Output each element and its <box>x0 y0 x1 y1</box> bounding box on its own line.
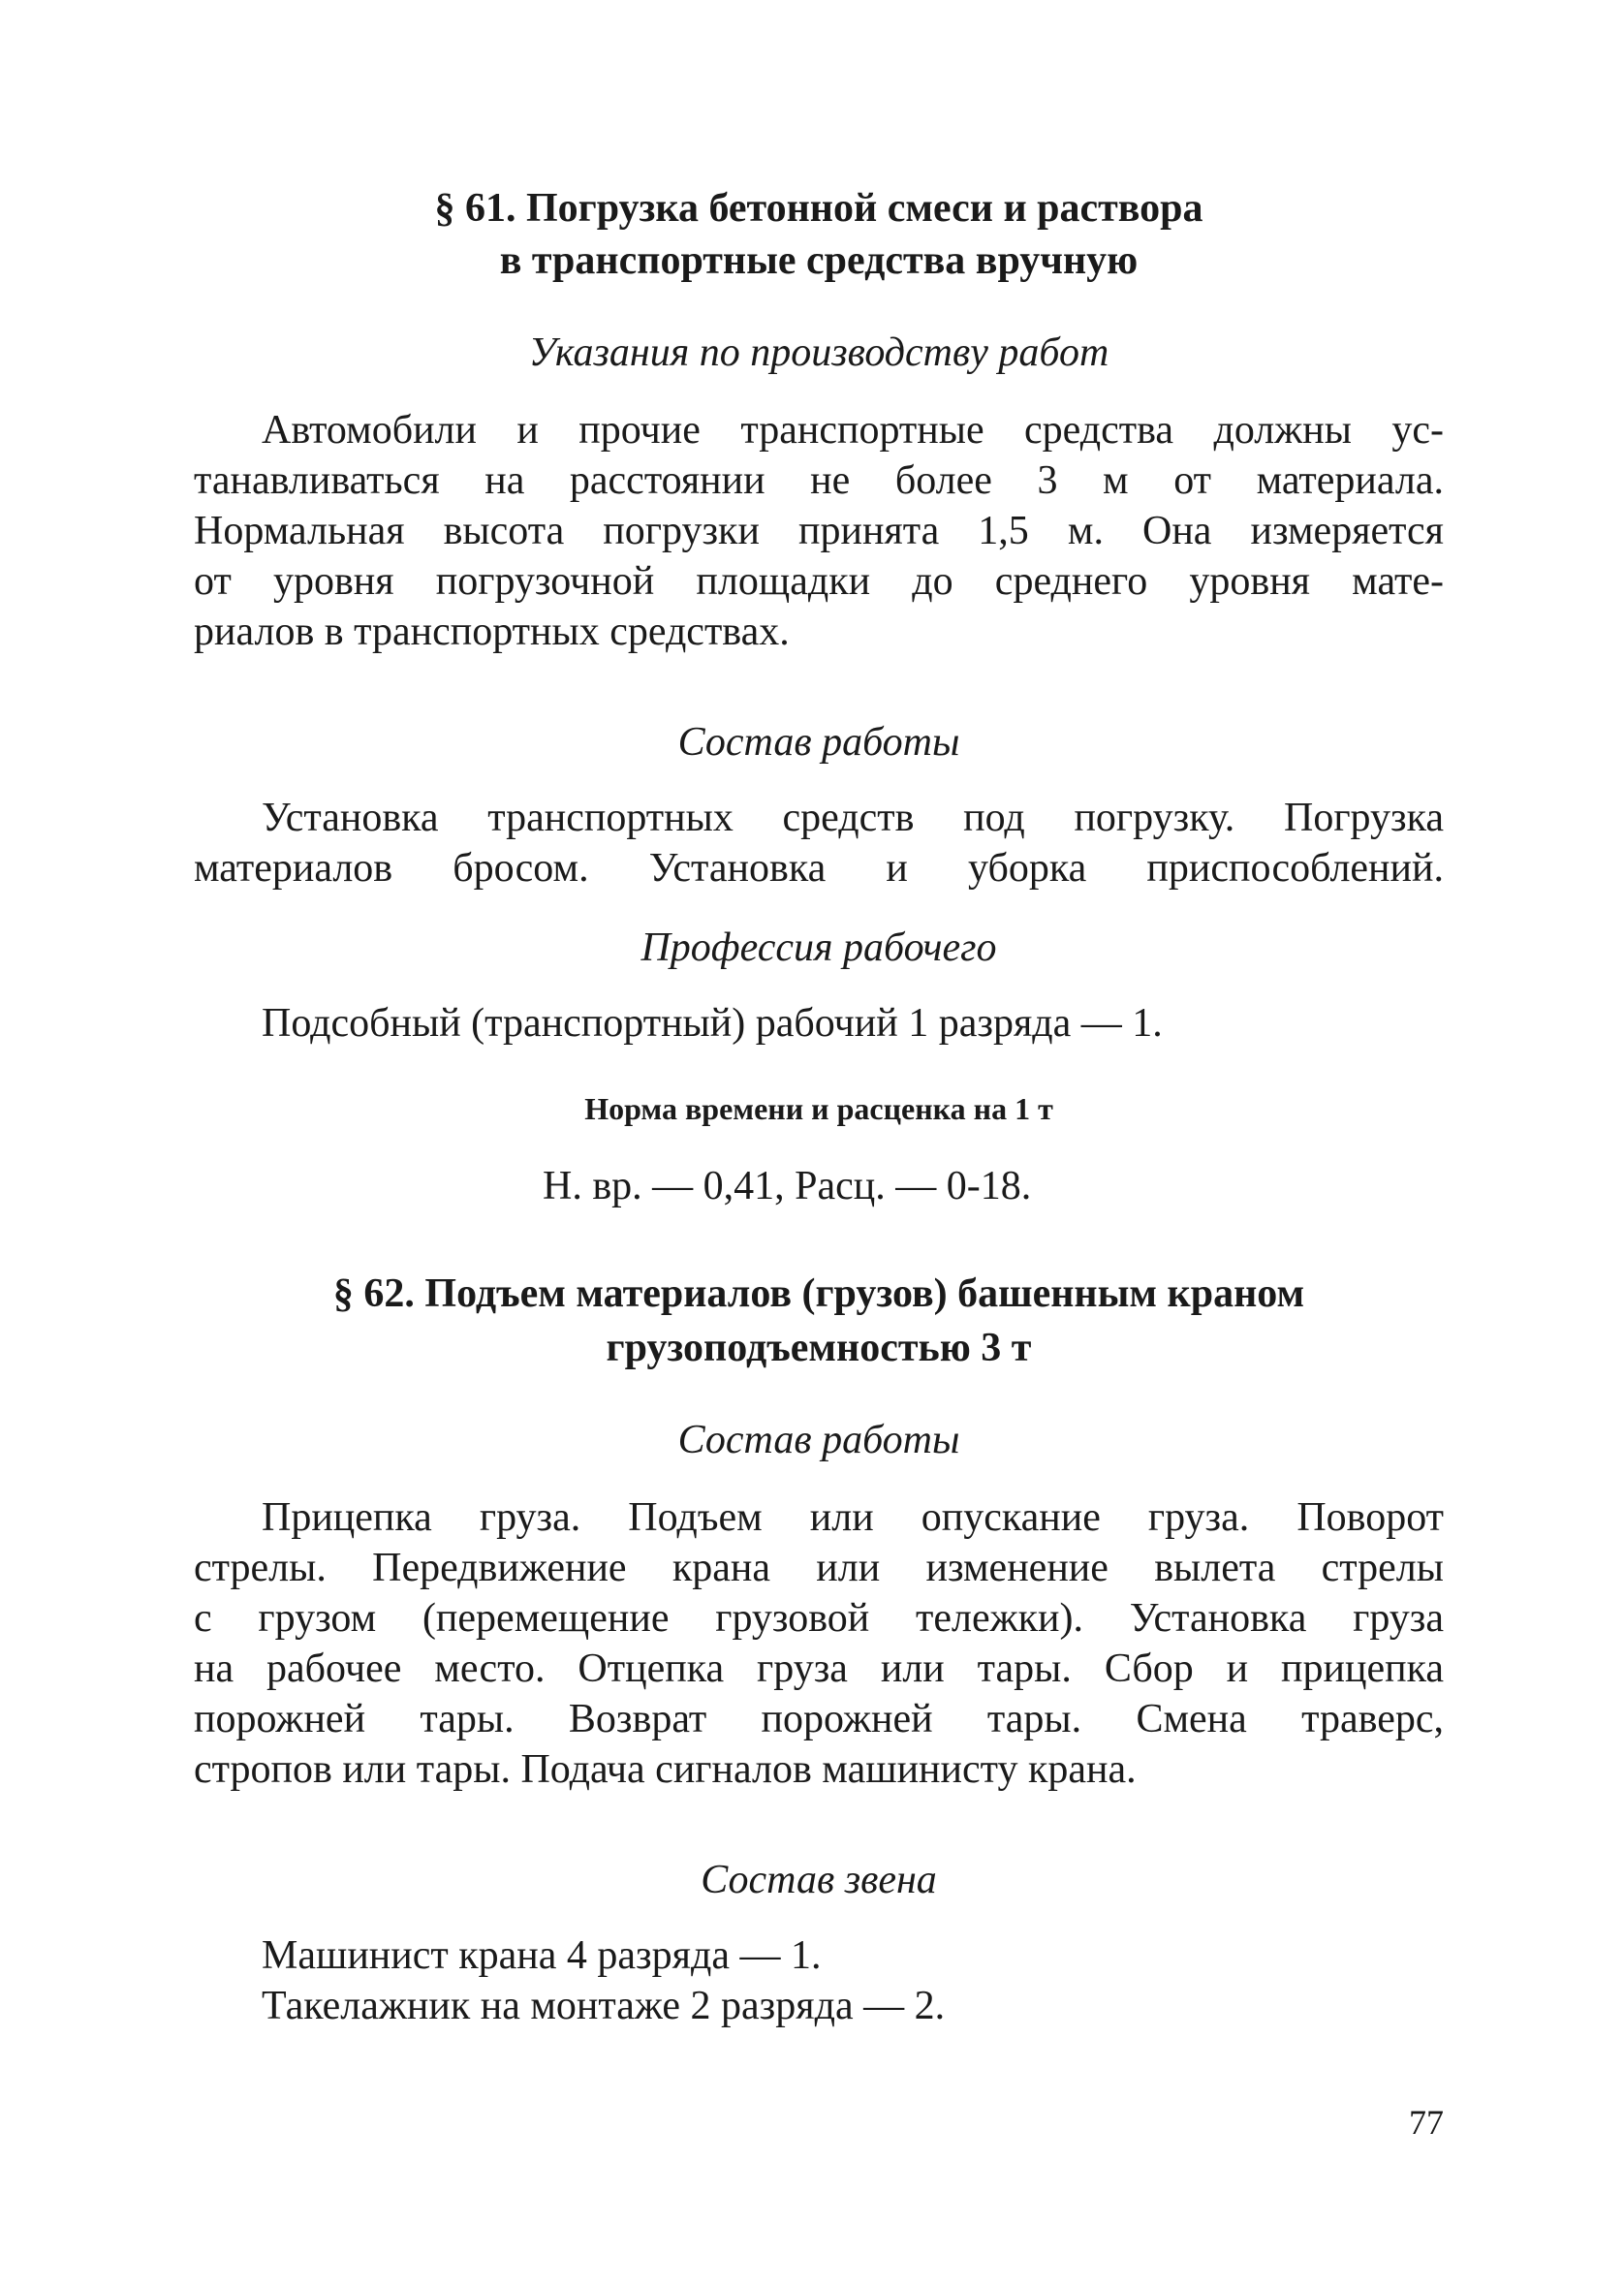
paragraph-line: стрелы. Передвижение крана или изменение вылета стрелы <box>194 1546 1444 1590</box>
section-62-crew-line-2: Такелажник на монтаже 2 разряда — 2. <box>262 1984 946 2028</box>
paragraph-line: Установка транспортных средств под погрузку. Погрузка <box>262 796 1444 840</box>
section-61-profession-heading: Профессия рабочего <box>640 925 997 970</box>
paragraph-line: от уровня погрузочной площадки до среднего уровня мате- <box>194 559 1444 604</box>
section-61-norm-text: Н. вр. — 0,41, Расц. — 0-18. <box>543 1164 1032 1208</box>
section-61-instructions-heading: Указания по производству работ <box>528 330 1109 375</box>
paragraph-line: Прицепка груза. Подъем или опускание груза. Поворот <box>262 1495 1444 1540</box>
section-61-title-line-2: в транспортные средства вручную <box>499 238 1139 283</box>
section-61-title-line-1: § 61. Погрузка бетонной смеси и раствора <box>434 186 1203 231</box>
paragraph-line: риалов в транспортных средствах. <box>194 610 790 654</box>
paragraph-line: на рабочее место. Отцепка груза или тары. Сбор и прицепка <box>194 1646 1444 1691</box>
section-62-crew-line-1: Машинист крана 4 разряда — 1. <box>262 1933 822 1978</box>
section-62-crew-heading: Состав звена <box>701 1858 937 1902</box>
paragraph-line: материалов бросом. Установка и уборка приспособлений. <box>194 846 1444 891</box>
paragraph-line: Нормальная высота погрузки принята 1,5 м. Она измеряется <box>194 509 1444 553</box>
section-62-title-line-2: грузоподъемностью 3 т <box>606 1326 1032 1370</box>
section-62-title-line-1: § 62. Подъем материалов (грузов) башенным краном <box>332 1271 1305 1316</box>
paragraph-line: с грузом (перемещение грузовой тележки). Установка груза <box>194 1596 1444 1641</box>
section-61-norm-heading: Норма времени и расценка на 1 т <box>584 1091 1053 1126</box>
section-61-work-paragraph <box>194 793 1444 894</box>
paragraph-line: танавливаться на расстоянии не более 3 м от материала. <box>194 458 1444 503</box>
paragraph-line: Автомобили и прочие транспортные средства должны ус- <box>262 408 1444 453</box>
page-number: 77 <box>1409 2103 1444 2142</box>
section-61-work-heading: Состав работы <box>677 720 960 765</box>
paragraph-line: порожней тары. Возврат порожней тары. Смена траверс, <box>194 1697 1444 1741</box>
section-62-work-paragraph <box>194 1492 1444 1795</box>
paragraph-line: стропов или тары. Подача сигналов машинисту крана. <box>194 1747 1137 1792</box>
section-61-profession-text: Подсобный (транспортный) рабочий 1 разряда — 1. <box>262 1001 1163 1046</box>
section-61-instructions-paragraph <box>194 405 1444 657</box>
section-62-work-heading: Состав работы <box>677 1418 960 1462</box>
